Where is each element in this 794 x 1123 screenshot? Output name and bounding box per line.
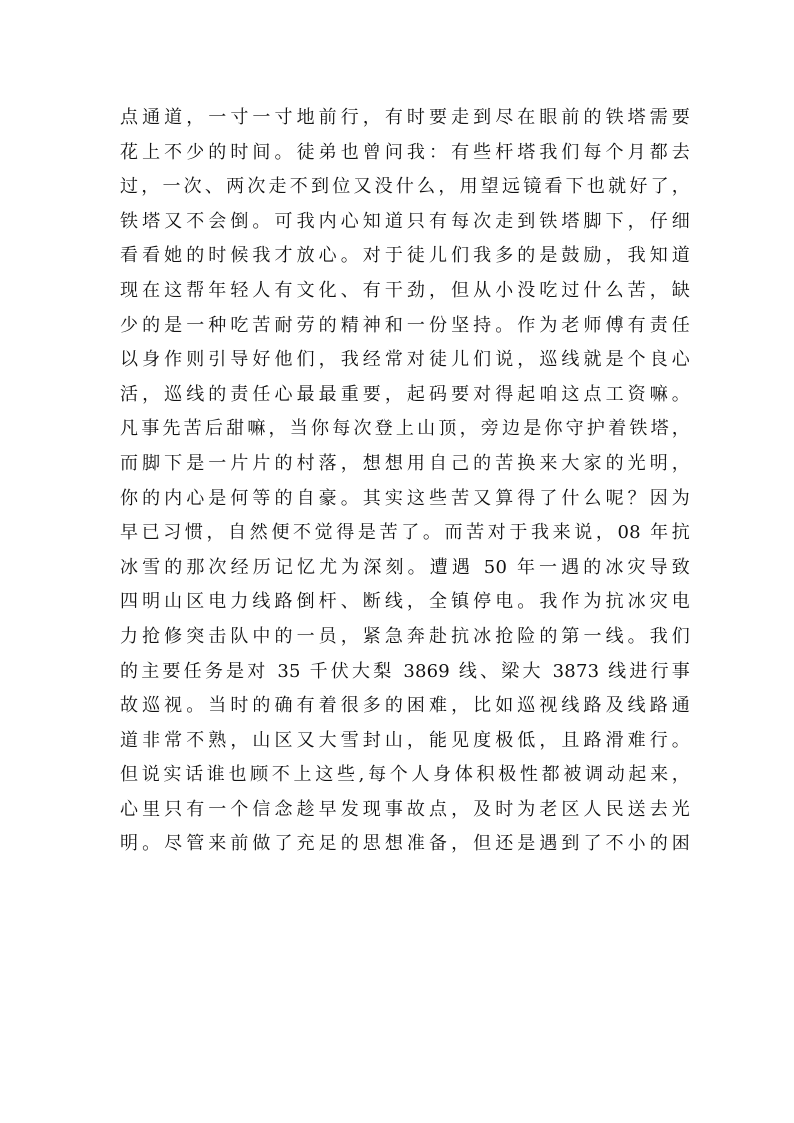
text-line: 过，一次、两次走不到位又没什么，用望远镜看下也就好了，	[120, 176, 690, 198]
text-line: 但说实话谁也顾不上这些,每个人身体积极性都被调动起来，	[120, 764, 690, 786]
text-line: 道非常不熟，山区又大雪封山，能见度极低，且路滑难行。	[120, 729, 690, 751]
text-line: 以身作则引导好他们，我经常对徒儿们说，巡线就是个良心	[120, 349, 690, 371]
text-line: 冰雪的那次经历记忆尤为深刻。遭遇 50 年一遇的冰灾导致	[120, 556, 690, 578]
text-line: 力抢修突击队中的一员，紧急奔赴抗冰抢险的第一线。我们	[120, 625, 690, 647]
text-line: 故巡视。当时的确有着很多的困难，比如巡视线路及线路通	[120, 695, 690, 717]
text-line: 的主要任务是对 35 千伏大梨 3869 线、梁大 3873 线进行事	[120, 660, 690, 682]
text-line: 而脚下是一片片的村落，想想用自己的苦换来大家的光明，	[120, 452, 690, 474]
body-text	[120, 101, 690, 862]
text-line: 点通道，一寸一寸地前行，有时要走到尽在眼前的铁塔需要	[120, 107, 690, 128]
text-line: 活，巡线的责任心最最重要，起码要对得起咱这点工资嘛。	[120, 383, 690, 405]
text-line: 铁塔又不会倒。可我内心知道只有每次走到铁塔脚下，仔细	[120, 210, 690, 232]
text-line: 四明山区电力线路倒杆、断线，全镇停电。我作为抗冰灾电	[120, 591, 690, 613]
text-line: 少的是一种吃苦耐劳的精神和一份坚持。作为老师傅有责任	[120, 314, 690, 336]
text-line: 明。尽管来前做了充足的思想准备，但还是遇到了不小的困	[120, 833, 690, 855]
text-line: 早已习惯，自然便不觉得是苦了。而苦对于我来说，08 年抗	[120, 522, 690, 544]
text-line: 你的内心是何等的自豪。其实这些苦又算得了什么呢？因为	[120, 487, 690, 509]
text-line: 花上不少的时间。徒弟也曾问我：有些杆塔我们每个月都去	[120, 141, 690, 163]
text-line: 看看她的时候我才放心。对于徒儿们我多的是鼓励，我知道	[120, 245, 690, 267]
text-line: 心里只有一个信念趁早发现事故点，及时为老区人民送去光	[120, 798, 690, 820]
text-line: 现在这帮年轻人有文化、有干劲，但从小没吃过什么苦，缺	[120, 279, 690, 301]
text-line: 凡事先苦后甜嘛，当你每次登上山顶，旁边是你守护着铁塔，	[120, 418, 690, 440]
